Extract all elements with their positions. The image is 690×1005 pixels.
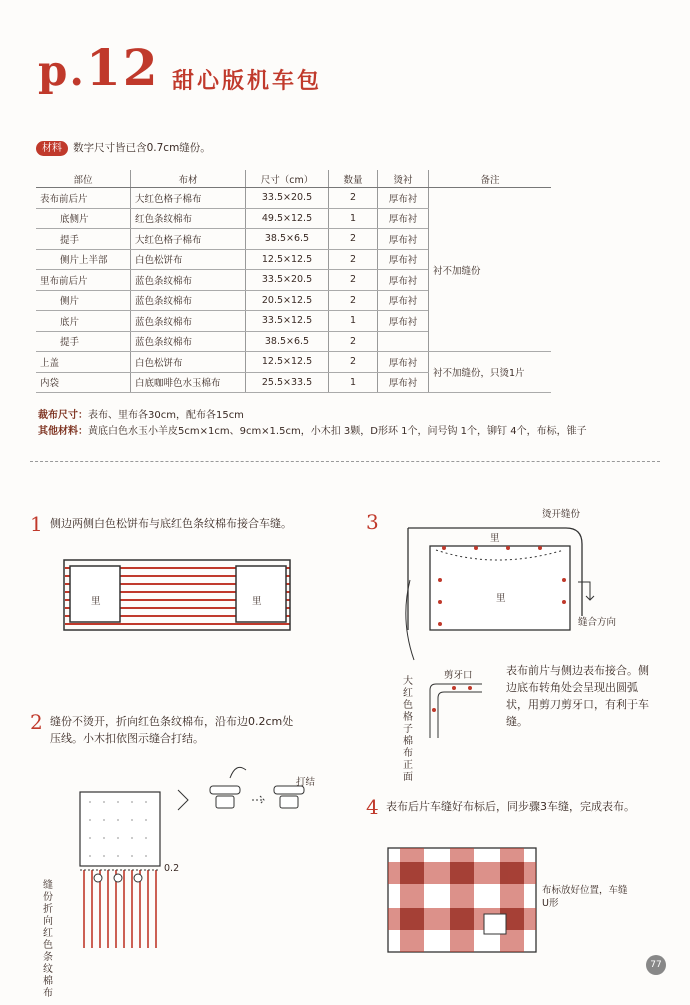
cell-size: 49.5×12.5 xyxy=(246,208,329,229)
other-text: 黄底白色水玉小羊皮5cm×1cm、9cm×1.5cm，小木扣 3颗，D形环 1个，问号钩 1个，铆钉 4个，布标，锥子 xyxy=(88,426,587,437)
step-3-open-label: 烫开缝份 xyxy=(542,509,581,520)
materials-note: 数字尺寸皆已含0.7cm缝份。 xyxy=(73,142,211,154)
cell-lining: 厚布衬 xyxy=(378,208,429,229)
other-materials-line xyxy=(38,424,668,440)
step-2-illustration xyxy=(78,790,168,950)
step-3-vertical-note: 大红色格子棉布正面 xyxy=(403,676,413,783)
cell-size: 33.5×20.5 xyxy=(246,188,329,209)
cell-part: 侧片 xyxy=(36,290,131,311)
cell-part: 上盖 xyxy=(36,352,131,373)
cell-part: 提手 xyxy=(36,229,131,250)
col-part: 部位 xyxy=(36,170,131,188)
cell-fabric: 红色条纹棉布 xyxy=(131,208,246,229)
cell-size: 38.5×6.5 xyxy=(246,229,329,250)
cell-fabric: 蓝色条纹棉布 xyxy=(131,270,246,291)
cell-fabric: 蓝色条纹棉布 xyxy=(131,311,246,332)
step-2-vertical-note: 缝份折向红色条纹棉布 xyxy=(43,880,53,999)
cell-qty: 1 xyxy=(329,208,378,229)
cell-part: 内袋 xyxy=(36,372,131,393)
step-2-knot-label: 打结 xyxy=(296,777,316,788)
cell-fabric: 白底咖啡色水玉棉布 xyxy=(131,372,246,393)
cut-label: 裁布尺寸： xyxy=(38,410,88,421)
cell-fabric: 蓝色条纹棉布 xyxy=(131,290,246,311)
cell-qty: 2 xyxy=(329,270,378,291)
cell-part: 提手 xyxy=(36,331,131,352)
step-2-text: 缝份不烫开，折向红色条纹棉布，沿布边0.2cm处压线。小木扣依图示缝合打结。 xyxy=(50,715,294,745)
cell-size: 38.5×6.5 xyxy=(246,331,329,352)
cell-remark: 衬不加缝份，只烫1片 xyxy=(429,352,552,393)
page-number xyxy=(38,38,160,97)
step-3-clip-label: 剪牙口 xyxy=(444,670,473,681)
cell-qty: 2 xyxy=(329,188,378,209)
col-qty: 数量 xyxy=(329,170,378,188)
col-size: 尺寸（cm） xyxy=(246,170,329,188)
cell-size: 12.5×12.5 xyxy=(246,352,329,373)
table-header-row xyxy=(36,170,551,188)
other-label: 其他材料： xyxy=(38,426,88,437)
step-2-number: 2 xyxy=(30,710,43,734)
step-3-detail xyxy=(424,680,484,740)
cell-fabric: 蓝色条纹棉布 xyxy=(131,331,246,352)
cell-qty: 2 xyxy=(329,331,378,352)
cell-lining: 厚布衬 xyxy=(378,188,429,209)
materials-badge: 材料 xyxy=(36,141,68,156)
step-1-label-left: 里 xyxy=(91,596,101,607)
cell-size: 33.5×12.5 xyxy=(246,311,329,332)
cell-fabric: 大红色格子棉布 xyxy=(131,229,246,250)
col-remark: 备注 xyxy=(429,170,552,188)
cell-qty: 2 xyxy=(329,352,378,373)
cell-remark: 衬不加缝份 xyxy=(429,188,552,352)
cell-lining: 厚布衬 xyxy=(378,249,429,270)
step-3-label-main: 里 xyxy=(496,593,506,604)
step-1-label-right: 里 xyxy=(252,596,262,607)
cell-lining: 厚布衬 xyxy=(378,290,429,311)
cell-fabric: 大红色格子棉布 xyxy=(131,188,246,209)
step-3-number: 3 xyxy=(366,510,379,534)
materials-header xyxy=(36,136,211,155)
cell-lining: 厚布衬 xyxy=(378,372,429,393)
step-1-number: 1 xyxy=(30,512,43,536)
cell-size: 33.5×20.5 xyxy=(246,270,329,291)
col-fabric: 布材 xyxy=(131,170,246,188)
col-lining: 烫衬 xyxy=(378,170,429,188)
step-3-label-top: 里 xyxy=(490,533,500,544)
cell-qty: 2 xyxy=(329,229,378,250)
step-2-measure: 0.2 xyxy=(164,863,180,874)
step-3-text: 表布前片与侧边表布接合。侧边底布转角处会呈现出圆弧状，用剪刀剪牙口，有利于车缝。 xyxy=(506,664,649,728)
cell-qty: 1 xyxy=(329,311,378,332)
table-row xyxy=(36,352,551,373)
cell-fabric: 白色松饼布 xyxy=(131,249,246,270)
cell-size: 12.5×12.5 xyxy=(246,249,329,270)
cell-size: 20.5×12.5 xyxy=(246,290,329,311)
cell-part: 底侧片 xyxy=(36,208,131,229)
cell-lining: 厚布衬 xyxy=(378,270,429,291)
cell-part: 里布前后片 xyxy=(36,270,131,291)
cell-lining: 厚布衬 xyxy=(378,352,429,373)
table-row xyxy=(36,188,551,209)
cell-part: 侧片上半部 xyxy=(36,249,131,270)
step-2-button-diagram xyxy=(170,760,330,824)
page-prefix: p. xyxy=(38,46,86,95)
cell-lining: 厚布衬 xyxy=(378,311,429,332)
cell-qty: 2 xyxy=(329,249,378,270)
step-4-illustration xyxy=(386,846,538,954)
page-title: 甜心版机车包 xyxy=(172,69,323,94)
cell-fabric: 白色松饼布 xyxy=(131,352,246,373)
cell-qty: 1 xyxy=(329,372,378,393)
cut-size-line xyxy=(38,408,668,424)
extra-materials xyxy=(38,408,668,440)
step-4-number: 4 xyxy=(366,795,379,819)
step-4-label: 布标放好位置，车缝U形 xyxy=(542,885,628,909)
cell-part: 表布前后片 xyxy=(36,188,131,209)
cell-lining: 厚布衬 xyxy=(378,229,429,250)
step-1-text: 侧边两侧白色松饼布与底红色条纹棉布接合车缝。 xyxy=(50,517,292,530)
step-4-text: 表布后片车缝好布标后，同步骤3车缝，完成表布。 xyxy=(386,800,635,813)
step-3-direction-label: 缝合方向 xyxy=(578,617,617,628)
materials-table xyxy=(36,170,551,393)
cell-size: 25.5×33.5 xyxy=(246,372,329,393)
cell-lining xyxy=(378,331,429,352)
cell-part: 底片 xyxy=(36,311,131,332)
page-number-value: 12 xyxy=(86,38,160,97)
cut-text: 表布、里布各30cm，配布各15cm xyxy=(88,410,244,421)
divider xyxy=(30,461,660,462)
footer-page-number: 77 xyxy=(646,955,666,975)
cell-qty: 2 xyxy=(329,290,378,311)
